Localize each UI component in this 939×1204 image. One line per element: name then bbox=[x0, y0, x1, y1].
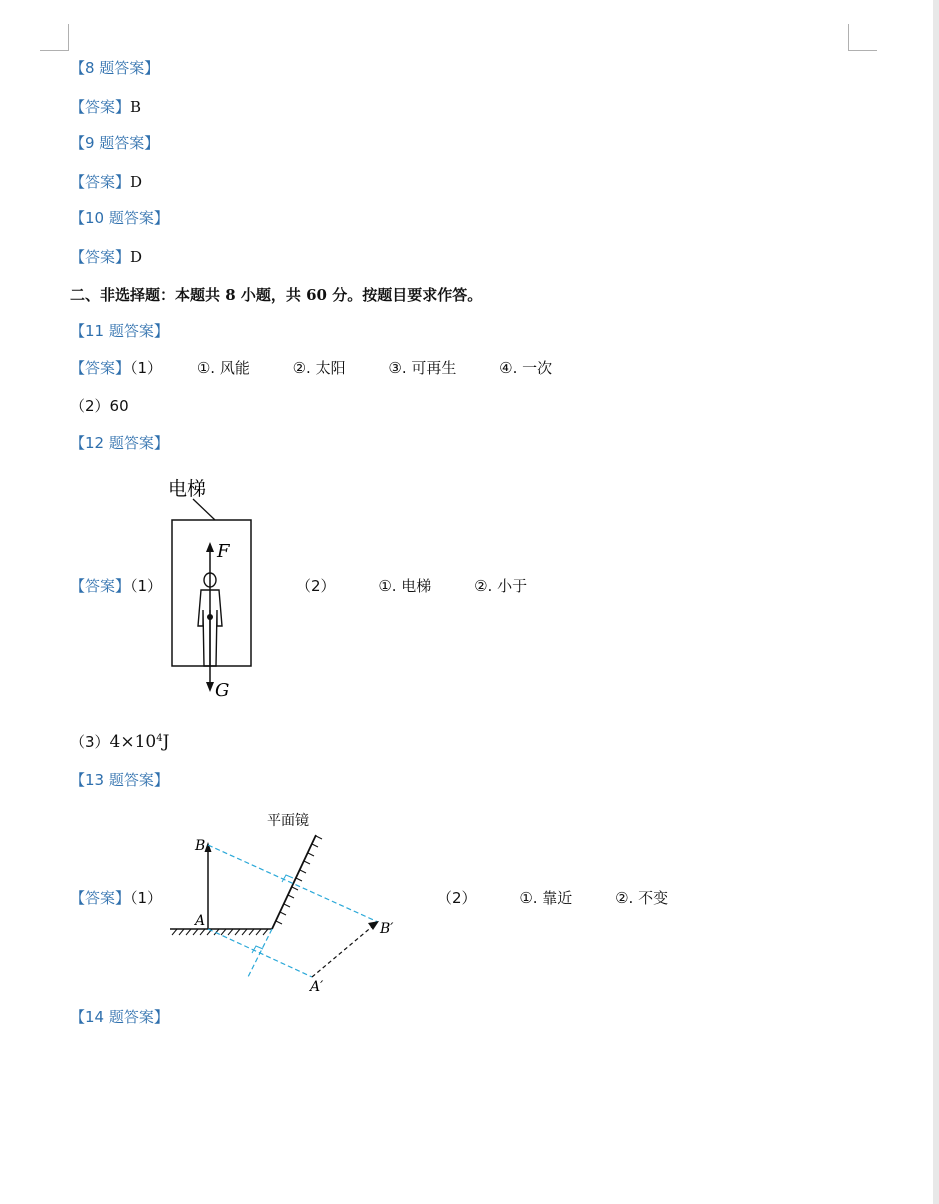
work-unit: J bbox=[162, 732, 170, 752]
image-ab-line bbox=[312, 925, 374, 977]
q9-answer bbox=[70, 172, 142, 192]
object-arrowhead bbox=[205, 842, 212, 852]
part-number: （3） bbox=[70, 733, 110, 751]
margin-corner-top-right bbox=[848, 24, 877, 51]
elevator-label: 电梯 bbox=[168, 478, 207, 500]
answer-label: 【答案】 bbox=[70, 889, 131, 907]
point-a-label: A bbox=[195, 913, 206, 929]
option-2: ②. 不变 bbox=[615, 889, 669, 907]
force-g-label: G bbox=[215, 680, 230, 701]
q13-answer-part2 bbox=[437, 888, 668, 908]
answer-label: 【答案】 bbox=[70, 577, 131, 595]
option-2: ②. 小于 bbox=[474, 577, 528, 595]
part-number: （2） bbox=[296, 577, 336, 595]
elevator-force-diagram bbox=[160, 470, 270, 706]
q14-header: 【14 题答案】 bbox=[70, 1008, 169, 1026]
work-value: 4×10 bbox=[109, 732, 157, 752]
elevator-box bbox=[172, 520, 251, 666]
point-b-label: B bbox=[195, 838, 206, 854]
image-arrowhead bbox=[368, 921, 379, 930]
answer-value: B bbox=[130, 98, 142, 116]
part-number: （1） bbox=[130, 359, 163, 377]
q12-answer-part1 bbox=[70, 576, 162, 596]
force-g-arrowhead bbox=[206, 682, 214, 692]
q11-header: 【11 题答案】 bbox=[70, 322, 169, 340]
option-4: ④. 一次 bbox=[499, 359, 553, 377]
q9-header: 【9 题答案】 bbox=[70, 134, 160, 152]
part-number: （1） bbox=[130, 889, 163, 907]
q13-header: 【13 题答案】 bbox=[70, 771, 169, 789]
q13-answer-part1 bbox=[70, 888, 162, 908]
force-f-arrowhead bbox=[206, 542, 214, 552]
image-b-label: B′ bbox=[380, 921, 394, 937]
q10-answer bbox=[70, 247, 142, 267]
right-angle-marks bbox=[252, 875, 293, 953]
ground-hatching bbox=[172, 929, 268, 935]
part-number: （2） bbox=[437, 889, 477, 907]
option-1: ①. 电梯 bbox=[378, 577, 432, 595]
answer-label: 【答案】 bbox=[70, 173, 131, 191]
section-heading: 二、非选择题：本题共 8 小题，共 60 分。按题目要求作答。 bbox=[70, 286, 483, 304]
q8-header: 【8 题答案】 bbox=[70, 59, 160, 77]
q11-part2: （2）60 bbox=[70, 397, 129, 415]
mirror-line bbox=[272, 835, 316, 929]
construction-lines bbox=[208, 845, 378, 977]
q12-header: 【12 题答案】 bbox=[70, 434, 169, 452]
answer-value: D bbox=[130, 173, 143, 191]
option-2: ②. 太阳 bbox=[292, 359, 346, 377]
option-1: ①. 靠近 bbox=[519, 889, 573, 907]
force-f-label: F bbox=[217, 541, 230, 562]
margin-corner-top-left bbox=[40, 24, 69, 51]
answer-label: 【答案】 bbox=[70, 248, 131, 266]
answer-label: 【答案】 bbox=[70, 98, 131, 116]
answer-value: D bbox=[130, 248, 143, 266]
image-a-label: A′ bbox=[310, 979, 324, 995]
option-1: ①. 风能 bbox=[196, 359, 250, 377]
q8-answer bbox=[70, 97, 141, 117]
q12-answer-part2 bbox=[296, 576, 527, 596]
q10-header: 【10 题答案】 bbox=[70, 209, 169, 227]
plane-mirror-diagram bbox=[160, 805, 410, 995]
part-number: （1） bbox=[130, 577, 163, 595]
option-3: ③. 可再生 bbox=[388, 359, 457, 377]
elevator-pointer-line bbox=[193, 499, 215, 520]
q12-answer-part3 bbox=[70, 729, 169, 752]
page-right-edge bbox=[933, 0, 939, 1204]
work-exponent: 4 bbox=[156, 733, 163, 744]
q11-answer bbox=[70, 358, 552, 378]
answer-label: 【答案】 bbox=[70, 359, 131, 377]
mirror-label: 平面镜 bbox=[267, 813, 309, 829]
